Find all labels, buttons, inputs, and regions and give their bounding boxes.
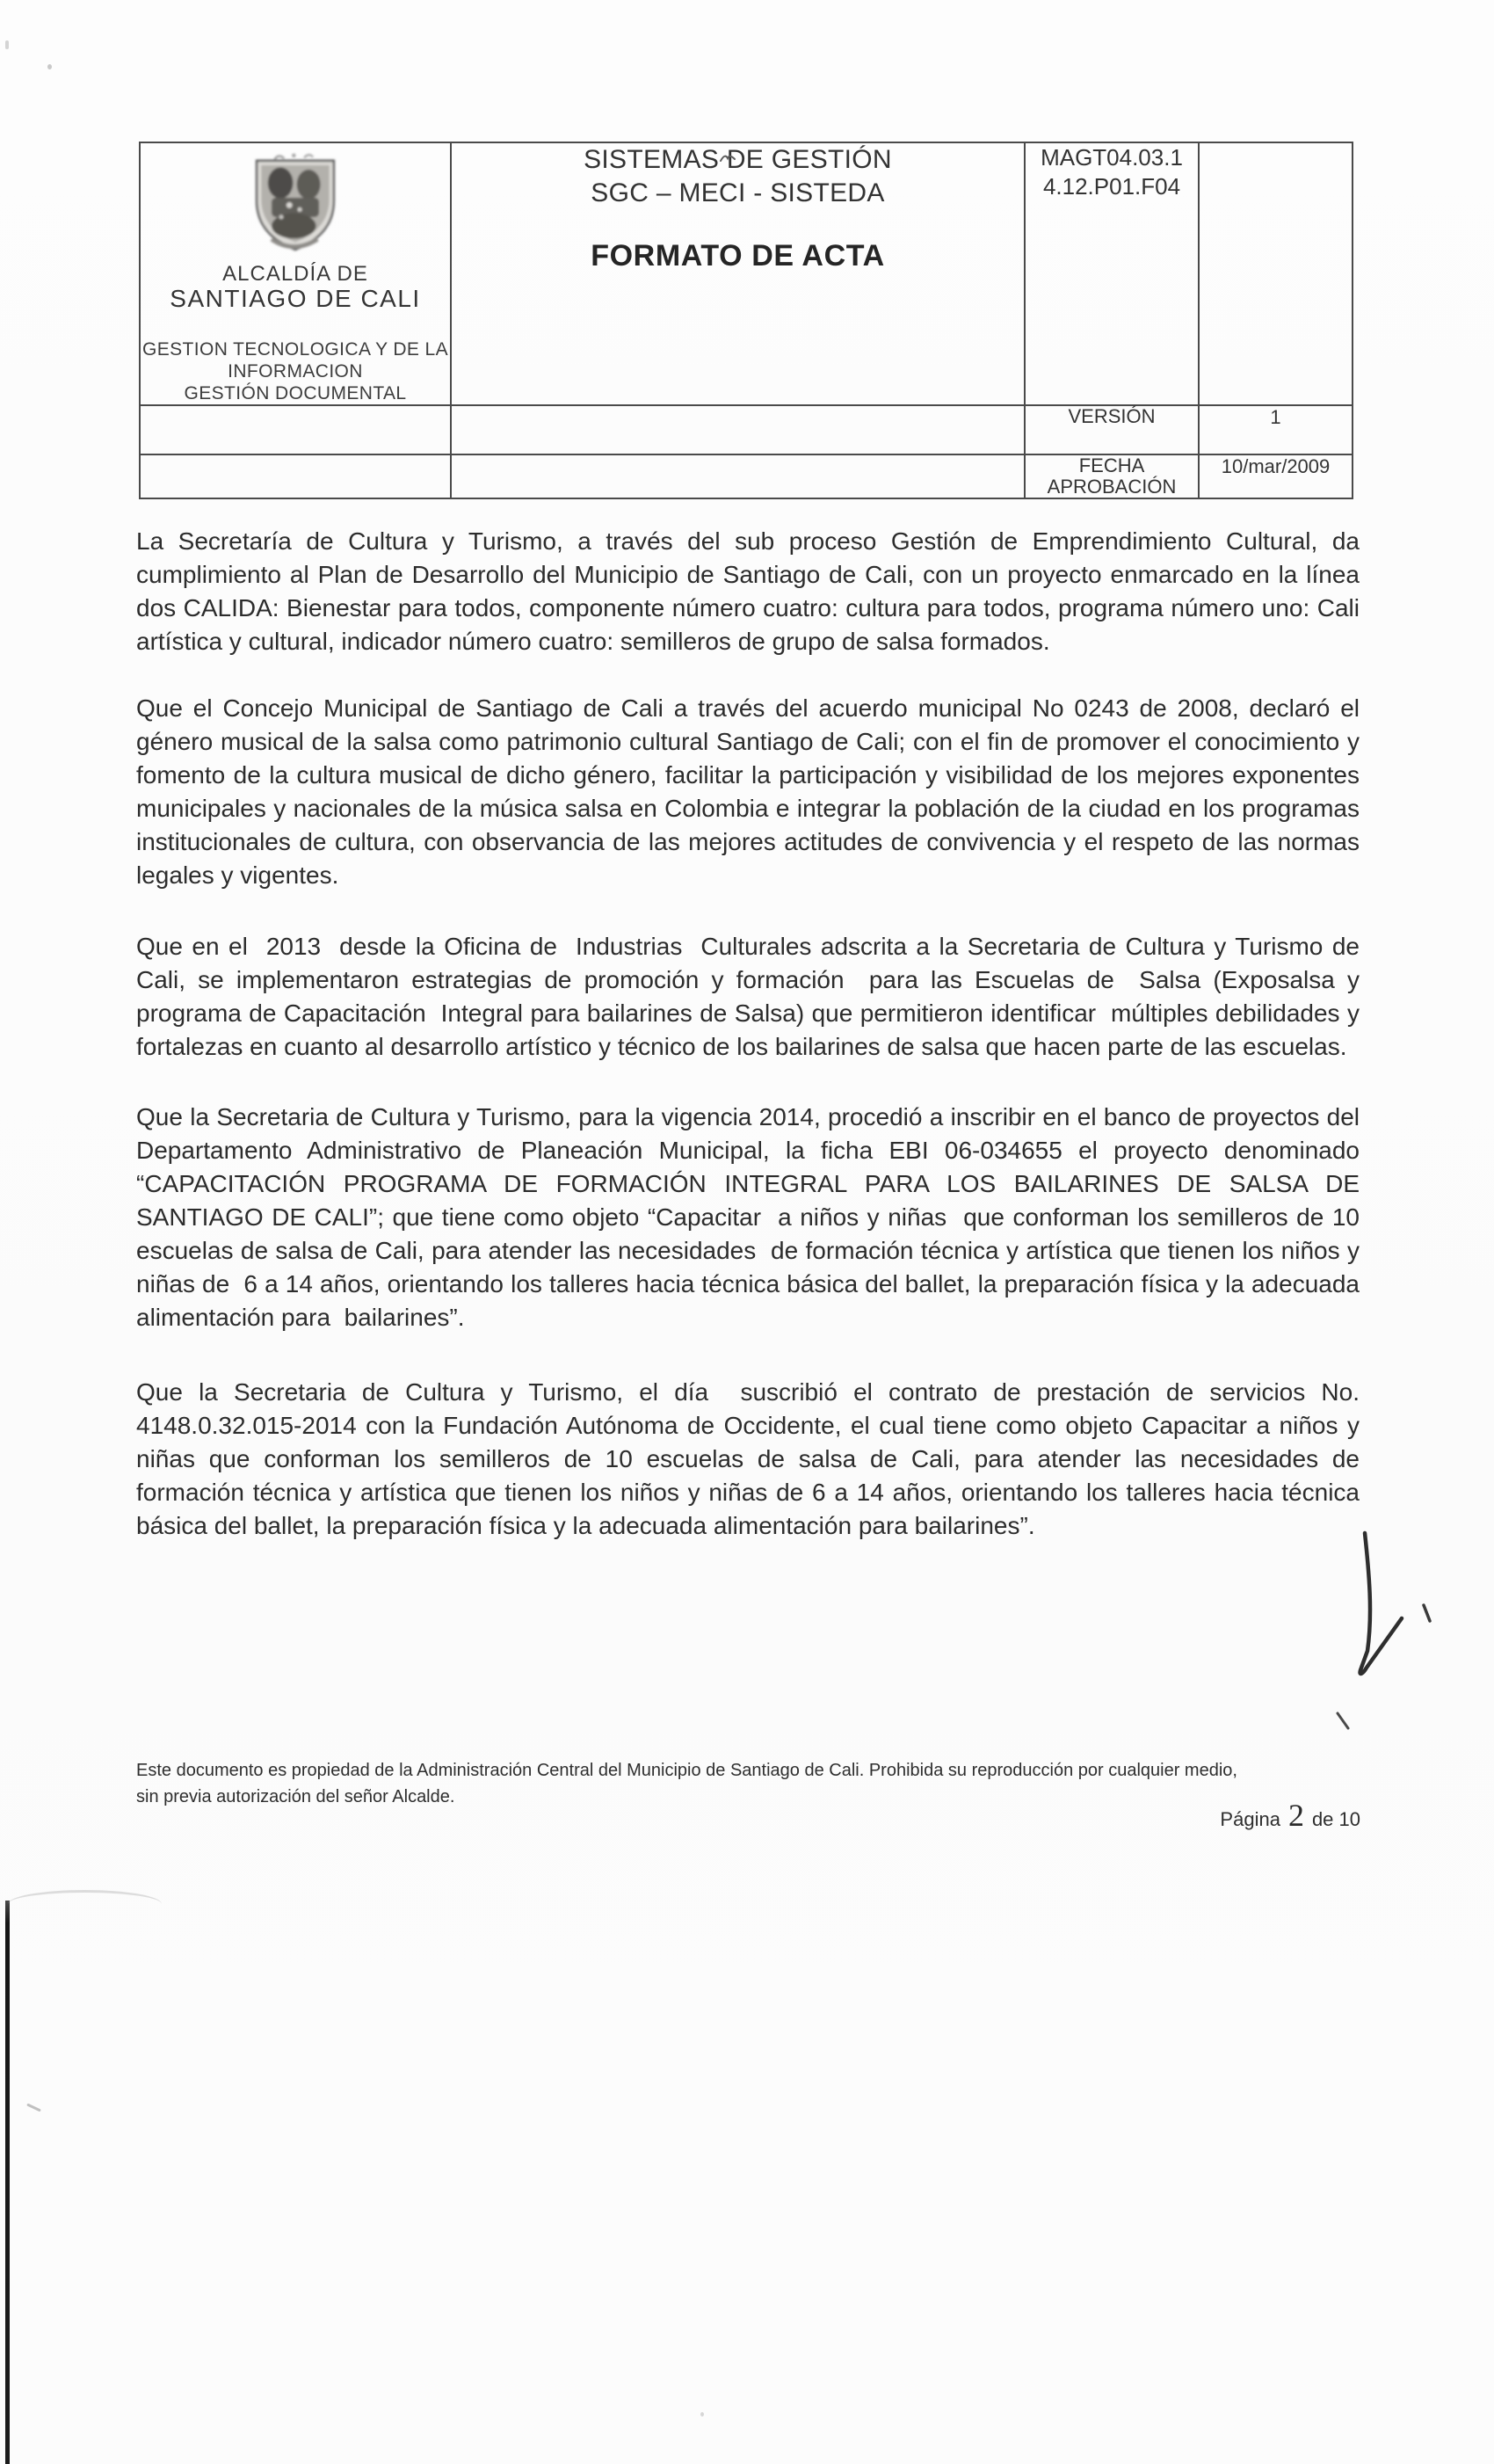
city-crest-logo xyxy=(141,150,450,254)
scan-artifact-left-line xyxy=(5,1901,10,2464)
approval-date-value: 10/mar/2009 xyxy=(1199,454,1353,498)
page-number xyxy=(1220,1797,1360,1834)
header-code-cell xyxy=(1025,142,1199,405)
org-department xyxy=(141,338,450,404)
version-value: 1 xyxy=(1199,405,1353,454)
header-table xyxy=(139,142,1353,499)
org-name-line2: SANTIAGO DE CALI xyxy=(170,285,421,312)
paragraph-5: Que la Secretaria de Cultura y Turismo, el día suscribió el contrato de prestación de servicios No. 4148.0.32.015-2014 con la Fundación Autónoma de Occidente, el cual tiene como objeto Capacitar a niños y niñas que conforman los semilleros de 10 escuelas de salsa de Cali, para atender las necesidades de formación técnica y artística que tienen los niños y niñas de 6 a 14 años, orientando los talleres hacia técnica básica del ballet, la preparación física y la adecuada alimentación para bailarines”. xyxy=(136,1378,1360,1539)
approval-date-label-line1: FECHA xyxy=(1078,454,1145,476)
footer-note-line1: Este documento es propiedad de la Administración Central del Municipio de Santiago de Cali. Prohibida su reproducción por cualquier medio, xyxy=(136,1761,1237,1780)
paragraph-4: Que la Secretaria de Cultura y Turismo, para la vigencia 2014, procedió a inscribir en el banco de proyectos del Departamento Administrativo de Planeación Municipal, la ficha EBI 06-034655 el proyecto denominado “CAPACITACIÓN PROGRAMA DE FORMACIÓN INTEGRAL PARA LOS BAILARINES DE SALSA DE SANTIAGO DE CALI”; que tiene como objeto “Capacitar a niños y niñas que conforman los semilleros de 10 escuelas de salsa de Cali, para atender las necesidades de formación técnica y artística que tienen los niños y niñas de 6 a 14 años, orientando los talleres hacia técnica básica del ballet, la preparación física y la adecuada alimentación para bailarines”. xyxy=(136,1103,1360,1331)
page-number-label: Página xyxy=(1220,1808,1280,1830)
document-body xyxy=(136,525,1360,1543)
header-empty-cell xyxy=(451,454,1025,498)
form-code-line2: 4.12.P01.F04 xyxy=(1042,173,1181,200)
header-org-cell xyxy=(140,142,451,405)
form-code-line1: MAGT04.03.1 xyxy=(1041,144,1183,171)
org-dept-line2: INFORMACION xyxy=(228,361,363,382)
version-label: VERSIÓN xyxy=(1025,405,1199,454)
scan-artifact-speck xyxy=(700,2412,704,2417)
header-empty-cell xyxy=(140,454,451,498)
form-title: FORMATO DE ACTA xyxy=(591,239,885,273)
paragraph-2: Que el Concejo Municipal de Santiago de Cali a través del acuerdo municipal No 0243 de 2008, declaró el género musical de la salsa como patrimonio cultural Santiago de Cali; con el fin de promover el conocimiento y fomento de la cultura musical de dicho género, facilitar la participación y visibilidad de los mejores exponentes municipales y nacionales de la música salsa en Colombia e integrar la población de la ciudad en los programas institucionales de cultura, con observancia de las mejores actitudes de convivencia y el respeto de las normas legales y vigentes. xyxy=(136,694,1360,889)
footer-note xyxy=(136,1757,1370,1810)
approval-date-label xyxy=(1025,454,1199,498)
scan-artifact-speck xyxy=(5,40,9,49)
paragraph-1: La Secretaría de Cultura y Turismo, a través del sub proceso Gestión de Emprendimiento Cultural, da cumplimiento al Plan de Desarrollo del Municipio de Santiago de Cali, con un proyecto enmarcado en la línea dos CALIDA: Bienestar para todos, componente número cuatro: cultura para todos, programa número uno: Cali artística y cultural, indicador número cuatro: semilleros de grupo de salsa formados. xyxy=(136,527,1360,655)
header-code-value-cell xyxy=(1199,142,1353,405)
scan-artifact-speck xyxy=(26,2104,41,2112)
system-title-line1: SISTEMAS DE GESTIÓN xyxy=(584,145,892,174)
page-number-total: de 10 xyxy=(1311,1808,1360,1830)
system-title-line2: SGC – MECI - SISTEDA xyxy=(591,178,885,207)
scan-artifact-caret xyxy=(719,151,736,168)
scan-artifact-speck xyxy=(47,64,52,69)
scan-artifact-smudge xyxy=(8,1890,162,1904)
page-number-current: 2 xyxy=(1287,1798,1304,1833)
header-empty-cell xyxy=(451,405,1025,454)
handwritten-checkmark xyxy=(1311,1519,1452,1743)
header-title-cell xyxy=(451,142,1025,405)
footer-note-line2: sin previa autorización del señor Alcalde. xyxy=(136,1787,455,1806)
org-name-line1: ALCALDÍA DE xyxy=(222,262,368,286)
org-dept-line1: GESTION TECNOLOGICA Y DE LA xyxy=(141,339,449,360)
approval-date-label-line2: APROBACIÓN xyxy=(1047,476,1177,498)
header-empty-cell xyxy=(140,405,451,454)
paragraph-3: Que en el 2013 desde la Oficina de Industrias Culturales adscrita a la Secretaria de Cultura y Turismo de Cali, se implementaron estrategias de promoción y formación para las Escuelas de Salsa (Exposalsa y programa de Capacitación Integral para bailarines de Salsa) que permitieron identificar múltiples debilidades y fortalezas en cuanto al desarrollo artístico y técnico de los bailarines de salsa que hacen parte de las escuelas. xyxy=(136,933,1360,1060)
org-dept-line3: GESTIÓN DOCUMENTAL xyxy=(184,383,407,403)
